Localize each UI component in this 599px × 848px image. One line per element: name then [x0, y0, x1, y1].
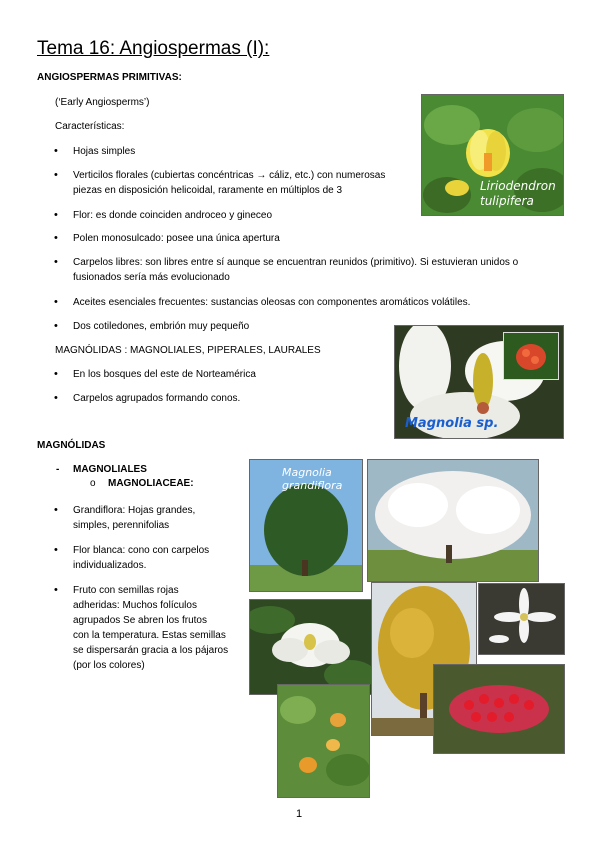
bullet-carpelos-libres: • Carpelos libres: son libres entre sí aunque se encuentran reunidos (primitivo). Si estuvieran unidos o fusionados sería más evolucionado — [54, 256, 519, 283]
magnolia-sp-photo — [394, 325, 564, 439]
order-dash: - — [56, 464, 60, 475]
bullet-cotiledones: • Dos cotiledones, embrión muy pequeño — [54, 320, 250, 332]
bullet-flor: • Flor: es donde coinciden androceo y gineceo — [54, 209, 273, 221]
bullet-verticilos: • Verticilos florales (cubiertas concéntricas → cáliz, etc.) con numerosas piezas en disposición helicoidal, raramente en múltiplos de 3 — [54, 169, 386, 196]
flowering-magnolia-tree-photo — [367, 459, 539, 582]
order-magnoliales: MAGNOLIALES — [73, 464, 147, 475]
magnolia-seed-cone-inset — [503, 332, 559, 380]
section-heading-primitivas: ANGIOSPERMAS PRIMITIVAS: — [37, 72, 182, 83]
grandiflora-caption: Magnolia grandiflora — [282, 466, 343, 492]
bullet-bosques: • En los bosques del este de Norteamérica — [54, 368, 256, 380]
features-label: Características: — [55, 121, 125, 132]
subtitle-early-angiosperms: (‘Early Angiosperms’) — [55, 97, 150, 108]
magnolia-grandiflora-tree-photo — [249, 459, 363, 592]
bullet-flor-blanca: • Flor blanca: cono con carpelos individualizados. — [54, 544, 210, 571]
magnolia-sp-caption: Magnolia sp. — [405, 416, 499, 431]
bullet-hojas-simples: • Hojas simples — [54, 145, 136, 157]
family-magnoliaceae: MAGNOLIACEAE: — [108, 478, 194, 489]
liriodendron-caption: Liriodendron tulipifera — [480, 179, 556, 208]
bullet-polen: • Polen monosulcado: posee una única apertura — [54, 232, 280, 244]
section-heading-magnolidas: MAGNÓLIDAS — [37, 440, 106, 451]
white-magnolia-flower-photo — [249, 599, 372, 695]
liriodendron-photo — [421, 94, 564, 216]
page-number: 1 — [296, 808, 303, 820]
star-magnolia-photo — [478, 583, 565, 655]
bullet-aceites: • Aceites esenciales frecuentes: sustancias oleosas con componentes aromáticos volátiles. — [54, 296, 471, 308]
magnolia-seed-cone-photo — [433, 664, 565, 754]
bullet-fruto: • Fruto con semillas rojas adheridas: Muchos folículos agrupados Se abren los frutos con la temperatura. Estas semillas se dispersarán gracia a los pájaros (por los colores) — [54, 584, 229, 671]
family-marker: o — [90, 478, 96, 489]
bullet-grandiflora: • Grandiflora: Hojas grandes, simples, perennifolias — [54, 504, 196, 531]
tulip-tree-flowers-photo — [277, 684, 370, 798]
magnolidas-orders-line: MAGNÓLIDAS : MAGNOLIALES, PIPERALES, LAURALES — [55, 345, 321, 356]
bullet-carpelos-conos: • Carpelos agrupados formando conos. — [54, 392, 241, 404]
page-title: Tema 16: Angiospermas (I): — [37, 38, 270, 59]
